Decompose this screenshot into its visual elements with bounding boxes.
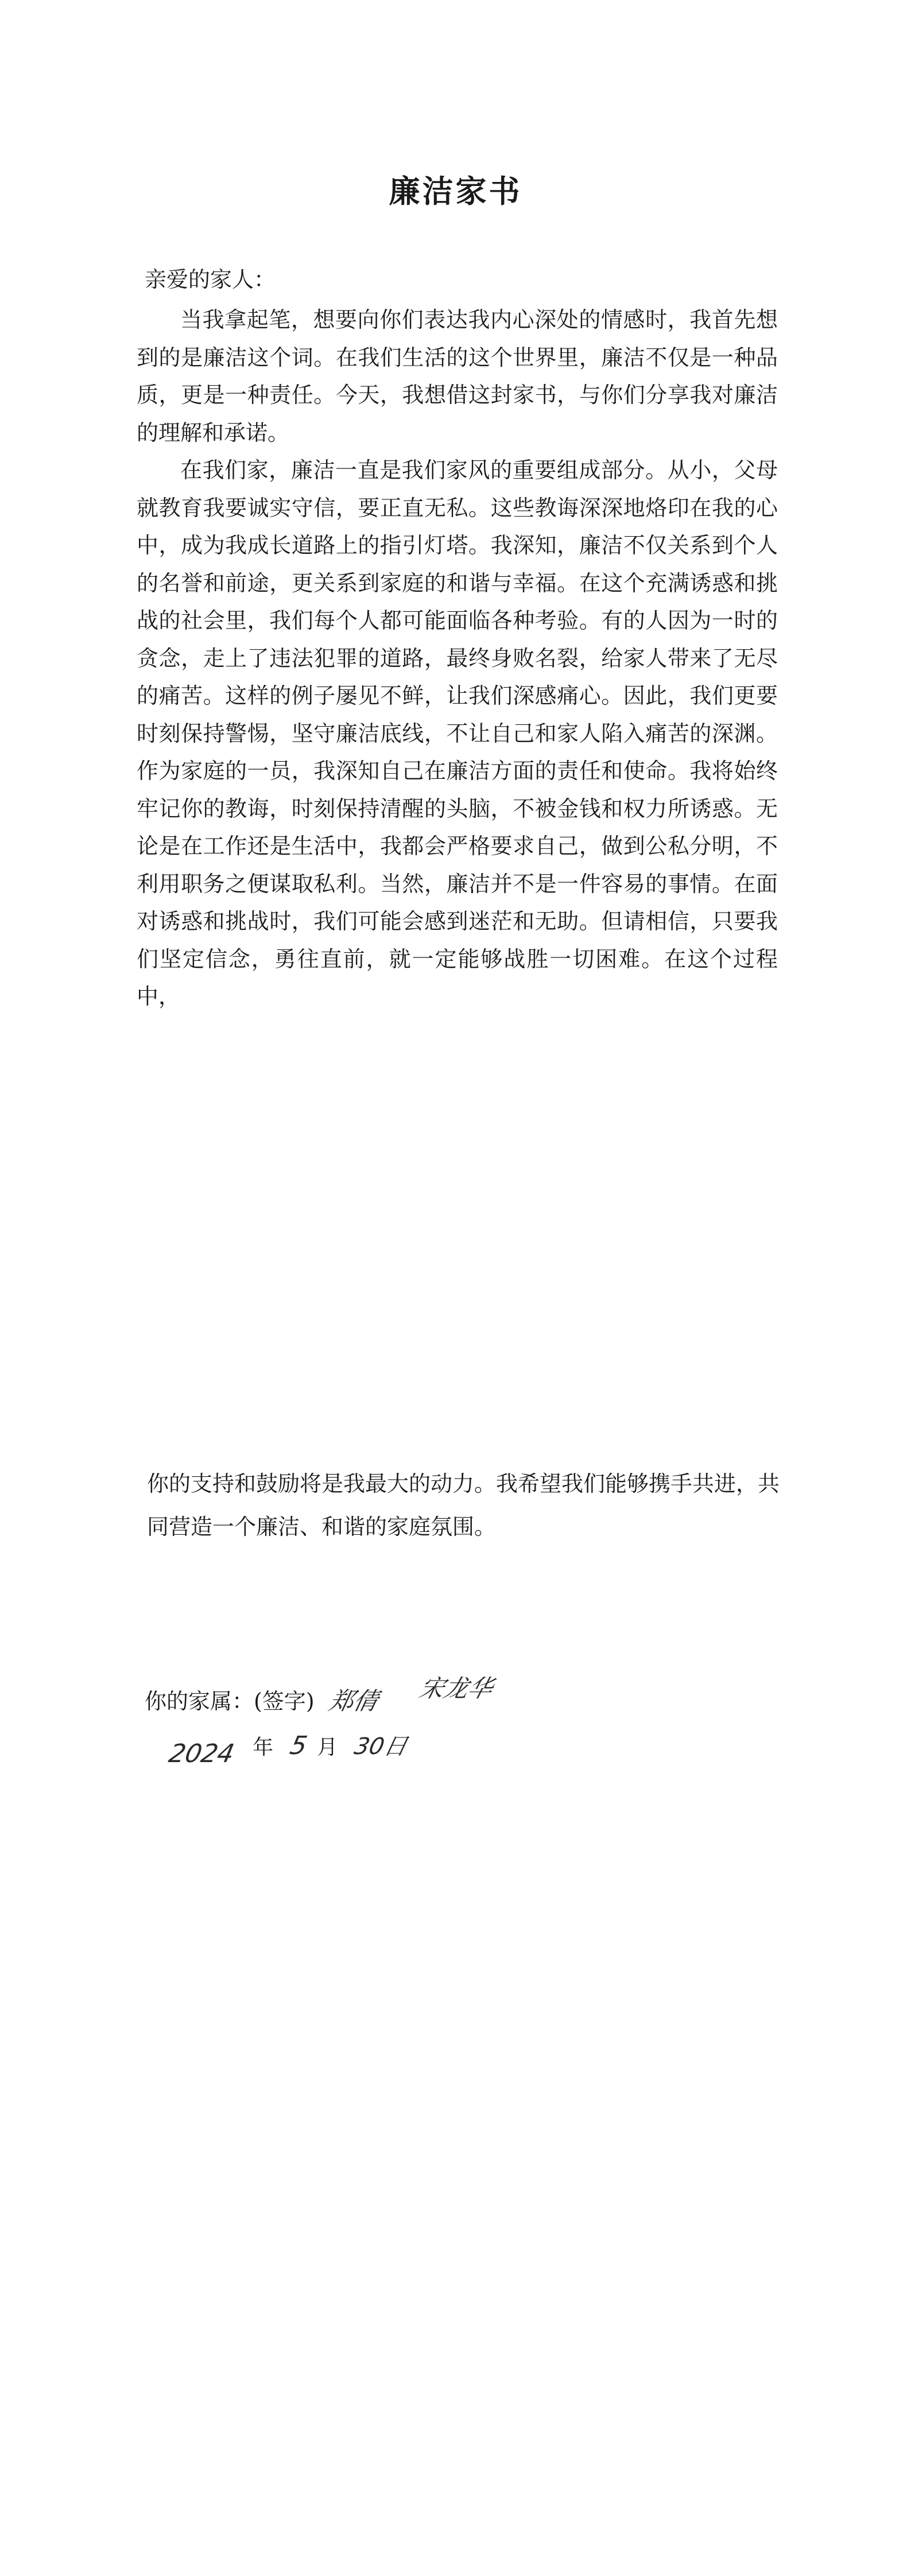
paragraph-1: 当我拿起笔，想要向你们表达我内心深处的情感时，我首先想到的是廉洁这个词。在我们生活的这个世界里，廉洁不仅是一种品质，更是一种责任。今天，我想借这封家书，与你们分享我对廉洁的理解和承诺。	[137, 307, 778, 445]
paragraph-2: 在我们家，廉洁一直是我们家风的重要组成部分。从小，父母就教育我要诚实守信，要正直无私。这些教诲深深地烙印在我的心中，成为我成长道路上的指引灯塔。我深知，廉洁不仅关系到个人的名誉和前途，更关系到家庭的和谐与幸福。在这个充满诱惑和挑战的社会里，我们每个人都可能面临各种考验。有的人因为一时的贪念，走上了违法犯罪的道路，最终身败名裂，给家人带来了无尽的痛苦。这样的例子屡见不鲜，让我们深感痛心。因此，我们更要时刻保持警惕，坚守廉洁底线，不让自己和家人陷入痛苦的深渊。作为家庭的一员，我深知自己在廉洁方面的责任和使命。我将始终牢记你的教诲，时刻保持清醒的头脑，不被金钱和权力所诱惑。无论是在工作还是生活中，我都会严格要求自己，做到公私分明，不利用职务之便谋取私利。当然，廉洁并不是一件容易的事情。在面对诱惑和挑战时，我们可能会感到迷茫和无助。但请相信，只要我们坚定信念，勇往直前，就一定能够战胜一切困难。在这个过程中，	[137, 457, 778, 1009]
signature-label: 你的家属：(签字)	[145, 1688, 315, 1714]
letter-body	[137, 301, 778, 1016]
date-line	[166, 1729, 410, 1768]
date-month-char: 月	[317, 1736, 338, 1759]
handwritten-signature-2: 宋龙华	[416, 1674, 496, 1702]
letter-continuation: 你的支持和鼓励将是我最大的动力。我希望我们能够携手共进，共同营造一个廉洁、和谐的家庭氛围。	[147, 1471, 780, 1539]
date-year: 2024	[166, 1739, 237, 1768]
date-day: 30日	[352, 1733, 410, 1760]
salutation: 亲爱的家人：	[145, 267, 276, 292]
signature-line	[145, 1674, 496, 1718]
date-year-char: 年	[253, 1736, 274, 1759]
handwritten-signature-1: 郑倩	[326, 1686, 381, 1715]
letter-title: 廉洁家书	[389, 173, 522, 210]
date-month: 5	[287, 1731, 310, 1760]
